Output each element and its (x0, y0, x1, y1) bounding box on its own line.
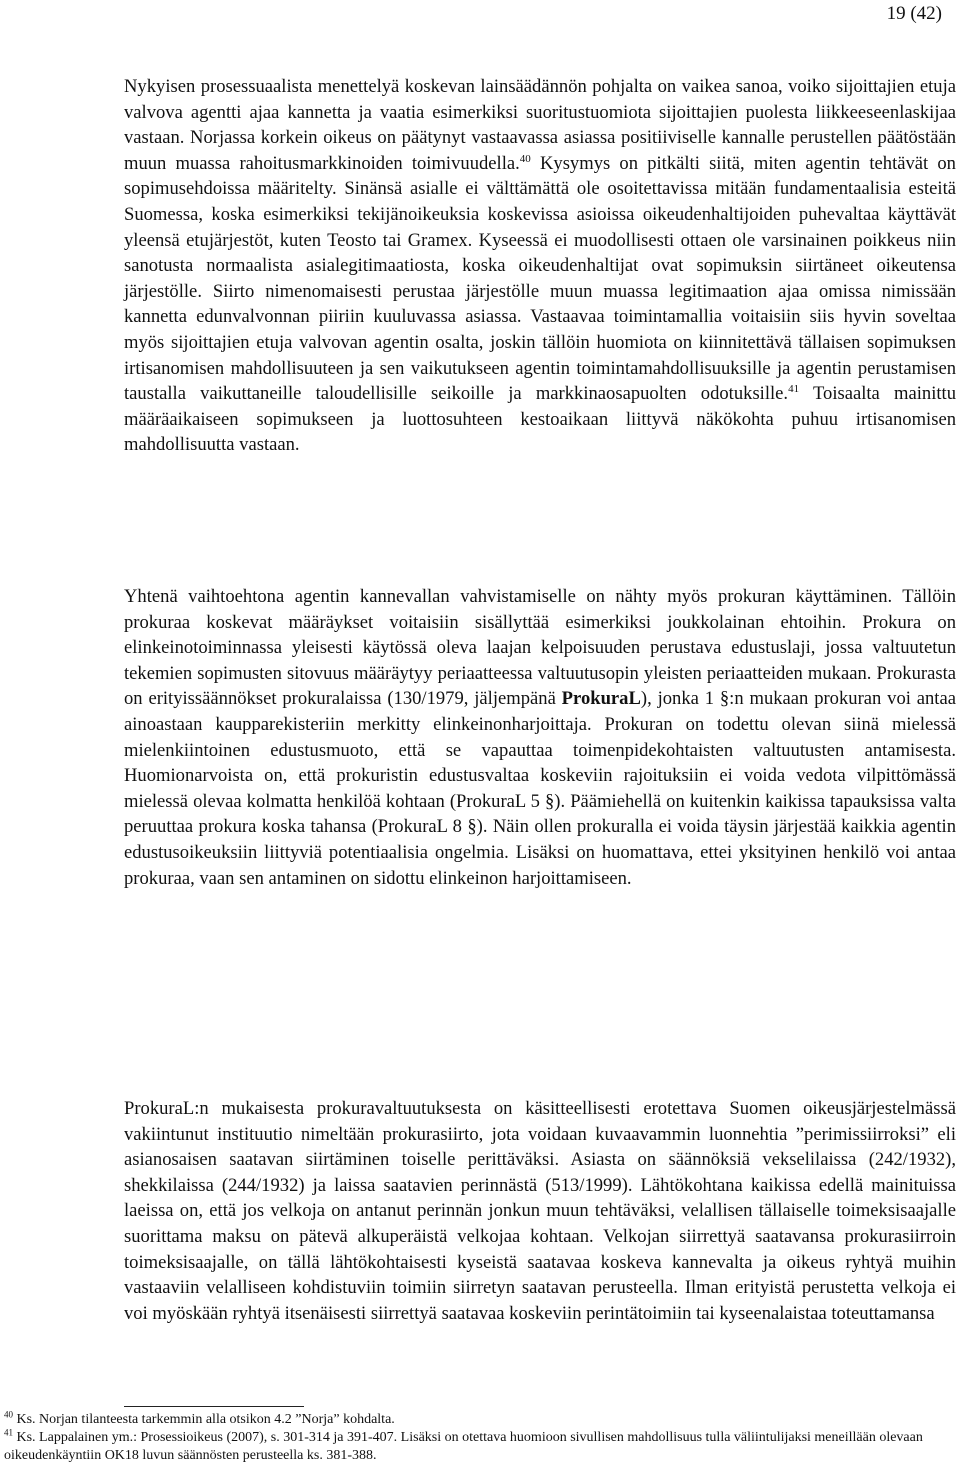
body-paragraph-1 (124, 74, 956, 458)
footnotes (0, 1411, 956, 1465)
footnote-41 (0, 1429, 956, 1465)
page-number: 19 (42) (886, 3, 942, 24)
paragraph-2-text-b: ), jonka 1 §:n mukaan prokuran voi antaa ainoastaan kaupparekisteriin merkitty elinkeinonharjoittaja. Prokuran on todettu olevan siinä mielessä mielenkiintoinen edustusmuoto, että se vapauttaa toimenpidekohtaisten valtuutusten antamisesta. Huomionarvoista on, että prokuristin edustusvaltaa koskeviin rajoituksiin ei voida vedota vilpittömässä mielessä olevaa kolmatta henkilöä kohtaan (ProkuraL 5 §). Päämiehellä on kuitenkin kaikissa tapauksissa valta peruuttaa prokura koska tahansa (ProkuraL 8 §). Näin ollen prokuralla ei voida täysin järjestää kaikkia agentin edustusoikeuksiin liittyviä potentiaalisia ongelmia. Lisäksi on huomattava, ettei yksityinen henkilö voi antaa prokuraa, vaan sen antaminen on sidottu elinkeinon harjoittamiseen. (124, 688, 956, 889)
footnote-mark: 40 (4, 1409, 13, 1420)
paragraph-1-text-a: Nykyisen prosessuaalista menettelyä koskevan lainsäädännön pohjalta on vaikea sanoa, voiko sijoittajien etuja valvova agentti ajaa kannetta ja vaatia esimerkiksi suoritustuomiota sijoittajien puolesta liikkeeseenlaskijaa vastaan. Norjassa korkein oikeus on päätynyt vastaavassa asiassa positiiviselle kannalle perustellen päätöstään muun muassa rahoitusmarkkinoiden toimivuudella. (124, 76, 956, 174)
footnote-ref-41[interactable]: 41 (788, 382, 800, 395)
body-paragraph-3 (124, 1096, 956, 1326)
footnote-text: Ks. Norjan tilanteesta tarkemmin alla otsikon 4.2 ”Norja” kohdalta. (13, 1412, 395, 1427)
paragraph-1-text-c: Toisaalta mainittu määräaikaiseen sopimukseen ja luottosuhteen kestoaikaan liittyvä näkökohta puhuu irtisanomisen mahdollisuutta vastaan. (124, 383, 956, 456)
paragraph-2-text-a: Yhtenä vaihtoehtona agentin kannevallan vahvistamiselle on nähty myös prokuran käyttäminen. Tällöin prokuraa koskevat määräykset voitaisiin sisällyttää esimerkiksi joukkolainan ehtoihin. Prokura on elinkeinotoiminnassa yleisesti käytössä oleva laajan kelpoisuuden perustava edustuslaji, jossa valtuutetun tekemien sopimusten sitovuus määräytyy periaatteessa valtuutusopin yleisten periaatteiden mukaan. Prokurasta on erityissäännökset prokuralaissa (130/1979, jäljempänä (124, 586, 956, 710)
paragraph-3-text: ProkuraL:n mukaisesta prokuravaltuutuksesta on käsitteellisesti erotettava Suomen oikeusjärjestelmässä vakiintunut instituutio nimeltään prokurasiirto, jota voidaan kuvaavammin luonnehtia ”perimissiirroksi” eli asianosaisen saatavan siirtäminen toiselle perittäväksi. Asiasta on säännöksiä vekselilaissa (242/1932), shekkilaissa (244/1932) ja laissa saatavien perinnästä (513/1999). Lähtökohtana kaikissa edellä mainituissa laeissa on, että jos velkoja on antanut perinnän jonkun muun tehtäväksi, velallisen tällaiselle toimeksisaajalle suorittama maksu on pätevä alkuperäistä velkojaa kohtaan. Velkojan siirrettyä saatavansa prokurasiirroin toimeksisaajalle, on tällä lähtökohtaisesti kyseistä saatavaa koskeva kannevalta ja oikeus ryhtyä muihin vastaaviin velalliseen kohdistuviin toimiin siirretyn saatavan perusteella. Ilman erityistä perustetta velkoja ei voi myöskään ryhtyä itsenäisesti siirrettyä saatavaa koskeviin perintätoimiin tai kyseenalaistaa toteuttamansa (124, 1098, 956, 1324)
prokural-abbreviation: ProkuraL (561, 688, 641, 710)
footnote-mark: 41 (4, 1427, 13, 1438)
footnote-40 (0, 1411, 956, 1429)
body-paragraph-2 (124, 584, 956, 891)
paragraph-1-text-b: Kysymys on pitkälti siitä, miten agentin tehtävät on sopimusehdoissa määritelty. Sinänsä asialle ei välttämättä ole osoitettavissa mitään fundamentaalisia esteitä Suomessa, koska esimerkiksi tekijänoikeuksia koskevissa asioissa oikeudenhaltijoiden puhevaltaa käyttävät yleensä etujärjestöt, kuten Teosto tai Gramex. Kyseessä ei muodollisesti ottaen ole varsinainen poikkeus niin sanotusta normaalista asialegitimaatiosta, koska oikeudenhaltijat ovat sopimuksin siirtäneet oikeutensa järjestölle. Siirto nimenomaisesti perustaa järjestölle muun muassa legitimaation ajaa omissa nimissään kannetta edunvalvonnan piiriin kuuluvassa asiassa. Vastaavaa toimintamallia voitaisiin siis hyvin soveltaa myös sijoittajien etuja valvovan agentin osalta, joskin tällöin huomiota on kiinnitettävä tällaisen sopimuksen irtisanomisen mahdollisuuteen ja sen vaikutukseen agentin toimintamahdollisuuksille ja agentin perustamisen taustalla vaikuttaneille taloudellisille seikoille ja markkinaosapuolten odotuksille. (124, 152, 956, 405)
footnote-text: Ks. Lappalainen ym.: Prosessioikeus (2007), s. 301-314 ja 391-407. Lisäksi on otettava huomioon sivullisen mahdollisuus tulla väliintulijaksi meneillään olevaan oikeudenkäyntiin OK18 luvun säännösten perusteella ks. 381-388. (4, 1430, 923, 1463)
footnote-ref-40[interactable]: 40 (519, 152, 531, 165)
footnote-separator (124, 1406, 304, 1407)
